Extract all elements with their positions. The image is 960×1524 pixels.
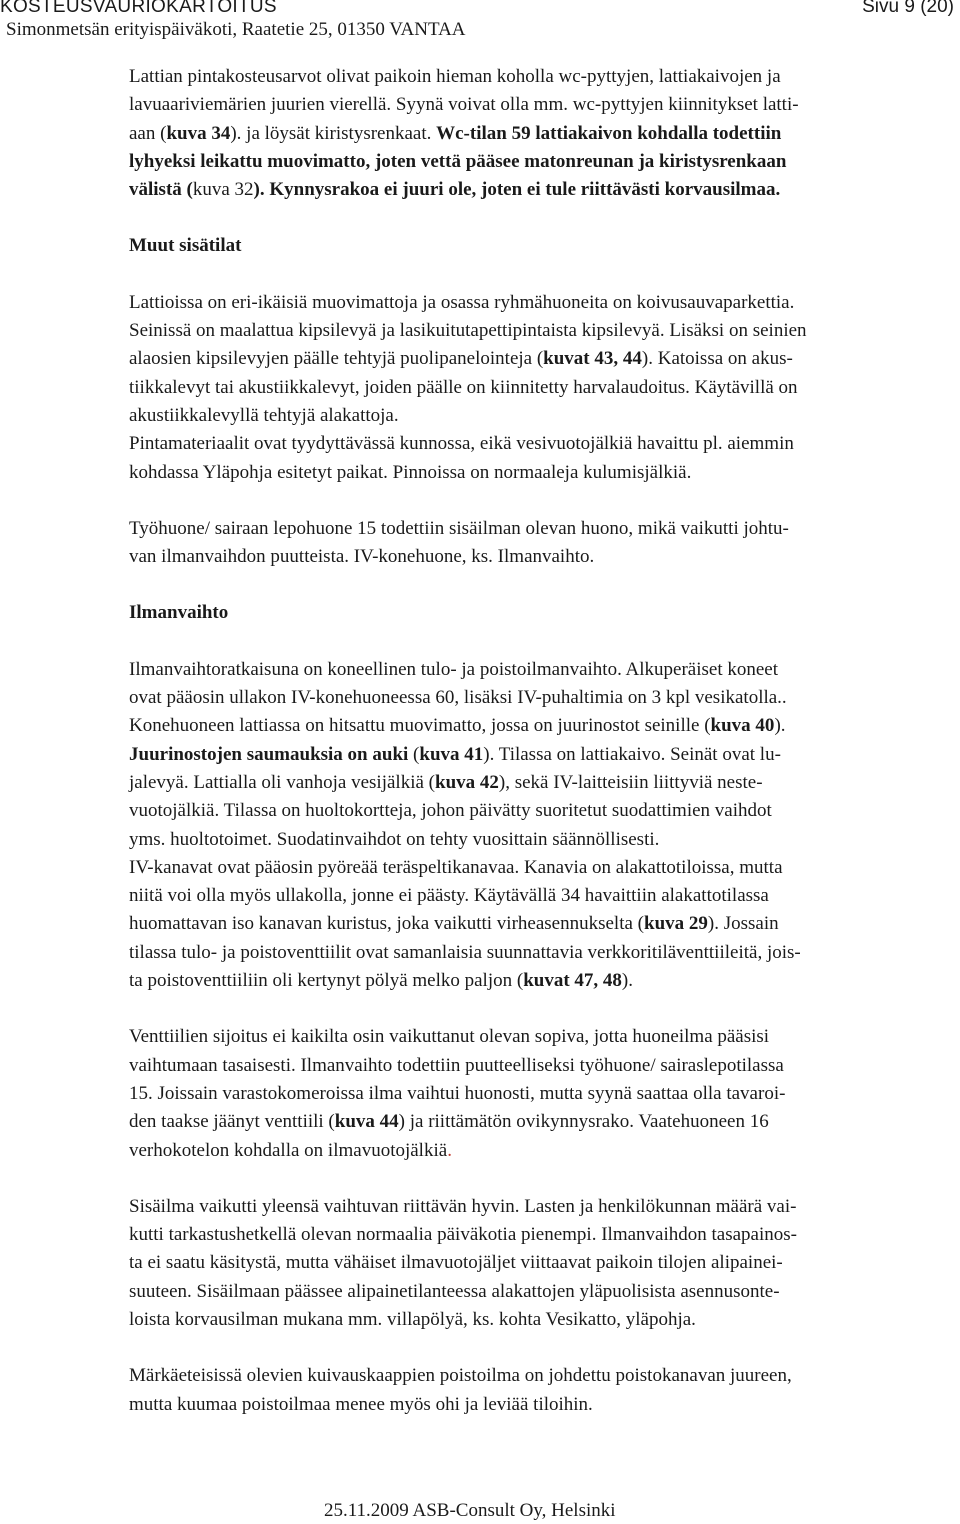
text-line: ), sekä IV-laitteisiin liittyviä neste-	[498, 771, 763, 793]
figure-reference: kuvat 47, 48	[523, 970, 622, 992]
text-line: lavuaariviemärien juurien vierellä. Syynä voivat olla mm. wc-pyttyjen kiinnitykset latti-	[129, 94, 799, 116]
bold-text: lyhyeksi leikattu muovimatto, joten vettä pääsee matonreunan ja kiristysrenkaan	[129, 150, 787, 172]
bold-text: välistä (	[129, 179, 193, 201]
text-line: van ilmanvaihdon puutteista. IV-konehuone, ks. Ilmanvaihto.	[129, 546, 595, 568]
text-line: Pintamateriaalit ovat tyydyttävässä kunnossa, eikä vesivuotojälkiä havaittu pl. aiemmin	[129, 433, 794, 455]
text-line: tilassa tulo- ja poistoventtiilit ovat samanlaisia suunnattavia verkkoritiläventtiileitä, jois-	[129, 941, 801, 963]
workroom-paragraph	[129, 515, 957, 572]
text-line: ).	[774, 715, 786, 737]
text-line: ta ei saatu käsitystä, mutta vähäiset ilmavuotojäljet viittaavat paikoin tilojen alipainei-	[129, 1252, 783, 1274]
text-line: (	[408, 743, 420, 765]
text-line: Lattioissa on eri-ikäisiä muovimattoja ja osassa ryhmähuoneita on koivusauvaparkettia.	[129, 291, 795, 313]
text-line: ). ja löysät kiristysrenkaat.	[230, 122, 437, 144]
page-footer: 25.11.2009 ASB-Consult Oy, Helsinki	[324, 1500, 616, 1521]
page-header	[0, 0, 960, 46]
figure-reference: kuva 44	[334, 1111, 399, 1133]
text-line: Konehuoneen lattiassa on hitsattu muovimatto, jossa on juurinostot seinille (	[129, 715, 711, 737]
document-subtitle: Simonmetsän erityispäiväkoti, Raatetie 25, 01350 VANTAA	[6, 19, 466, 40]
text-line: kohdassa Yläpohja esitetyt paikat. Pinnoissa on normaaleja kulumisjälkiä.	[129, 461, 692, 483]
figure-reference: kuvat 43, 44	[543, 348, 642, 370]
text-line: suuteen. Sisäilmaan päässee alipainetilanteessa alakattojen yläpuolisista asennusonte-	[129, 1280, 780, 1302]
text-line: akustiikkalevyllä tehtyjä alakattoja.	[129, 404, 399, 426]
text-line: ). Katoissa on akus-	[641, 348, 793, 370]
text-line: ) ja riittämätön ovikynnysrako. Vaatehuoneen 16	[398, 1111, 769, 1133]
text-line: vaihtumaan tasaisesti. Ilmanvaihto todettiin puutteelliseksi työhuone/ sairaslepotilassa	[129, 1054, 784, 1076]
text-line: ). Tilassa on lattiakaivo. Seinät ovat lu-	[483, 743, 781, 765]
document-body	[129, 63, 957, 1419]
text-line: ta poistoventtiiliin oli kertynyt pölyä melko paljon (	[129, 970, 524, 992]
text-line: verhokotelon kohdalla on ilmavuotojälkiä	[129, 1139, 448, 1161]
text-line: ovat pääosin ullakon IV-konehuoneessa 60, lisäksi IV-puhaltimia on 3 kpl vesikatolla..	[129, 687, 787, 709]
text-line: kutti tarkastushetkellä olevan normaalia päiväkotia pienempi. Ilmanvaihdon tasapainos-	[129, 1224, 797, 1246]
text-line: huomattavan iso kanavan kuristus, joka vaikutti virheasennukselta (	[129, 913, 644, 935]
figure-reference: kuva 34	[166, 122, 231, 144]
text-line: Seinissä on maalattua kipsilevyä ja lasikuitutapettipintaista kipsilevyä. Lisäksi on seinien	[129, 320, 807, 342]
section-heading-ilmanvaihto: Ilmanvaihto	[129, 602, 229, 624]
figure-reference: kuva 32	[192, 179, 254, 201]
text-line: ).	[621, 970, 633, 992]
page-number: Sivu 9 (20)	[862, 0, 954, 17]
text-line: alaosien kipsilevyjen päälle tehtyjä puolipanelointeja (	[129, 348, 544, 370]
bold-text: Juurinostojen saumauksia on auki	[129, 743, 409, 765]
text-line: IV-kanavat ovat pääosin pyöreää teräspeltikanavaa. Kanavia on alakattotiloissa, mutta	[129, 856, 783, 878]
text-line: Ilmanvaihtoratkaisuna on koneellinen tulo- ja poistoilmanvaihto. Alkuperäiset koneet	[129, 658, 779, 680]
text-line: jalevyä. Lattialla oli vanhoja vesijälkiä (	[129, 771, 435, 793]
text-line: niitä voi olla myös ullakolla, jonne ei päästy. Käytävällä 34 havaittiin alakattotilassa	[129, 885, 769, 907]
figure-reference: kuva 40	[710, 715, 775, 737]
text-line: loista korvausilman mukana mm. villapölyä, ks. kohta Vesikatto, yläpohja.	[129, 1308, 696, 1330]
vent-placement-paragraph	[129, 1023, 957, 1164]
red-period: .	[447, 1139, 452, 1161]
bold-text: Wc-tilan 59 lattiakaivon kohdalla todettiin	[436, 122, 782, 144]
section-heading-muut-sisatilat: Muut sisätilat	[129, 235, 242, 257]
interior-paragraph	[129, 289, 957, 487]
bold-text: ). Kynnysrakoa ei juuri ole, joten ei tule riittävästi korvausilmaa.	[253, 179, 781, 201]
document-title: KOSTEUSVAURIOKARTOITUS	[0, 0, 277, 17]
text-line: Työhuone/ sairaan lepohuone 15 todettiin sisäilman olevan huono, mikä vaikutti johtu-	[129, 517, 789, 539]
text-line: tiikkalevyt tai akustiikkalevyt, joiden päälle on kiinnitetty harvalaudoitus. Käytävillä on	[129, 376, 798, 398]
text-line: Sisäilma vaikutti yleensä vaihtuvan riittävän hyvin. Lasten ja henkilökunnan määrä vai-	[129, 1195, 797, 1217]
text-line: Märkäeteisissä olevien kuivauskaappien poistoilma on johdettu poistokanavan juureen,	[129, 1365, 792, 1387]
text-line: vuotojälkiä. Tilassa on huoltokortteja, johon päivätty suoritetut suodattimien vaihdot	[129, 800, 772, 822]
drying-cabinet-paragraph	[129, 1362, 957, 1419]
figure-reference: kuva 41	[419, 743, 484, 765]
ventilation-paragraph	[129, 656, 957, 996]
indoor-air-paragraph	[129, 1193, 957, 1334]
text-line: Lattian pintakosteusarvot olivat paikoin hieman koholla wc-pyttyjen, lattiakaivojen ja	[129, 66, 781, 87]
text-line: ). Jossain	[707, 913, 779, 935]
text-line: 15. Joissain varastokomeroissa ilma vaihtui huonosti, mutta syynä saattaa olla tavaroi-	[129, 1082, 786, 1104]
intro-paragraph	[129, 63, 957, 204]
text-line: den taakse jäänyt venttiili (	[129, 1111, 335, 1133]
figure-reference: kuva 42	[435, 771, 499, 793]
text-line: Venttiilien sijoitus ei kaikilta osin vaikuttanut olevan sopiva, jotta huoneilma pääsisi	[129, 1026, 770, 1048]
text-line: yms. huoltotoimet. Suodatinvaihdot on tehty vuosittain säännöllisesti.	[129, 828, 660, 850]
text-line: mutta kuumaa poistoilmaa menee myös ohi ja leviää tiloihin.	[129, 1393, 593, 1415]
figure-reference: kuva 29	[644, 913, 708, 935]
text-line: aan (	[129, 122, 167, 144]
